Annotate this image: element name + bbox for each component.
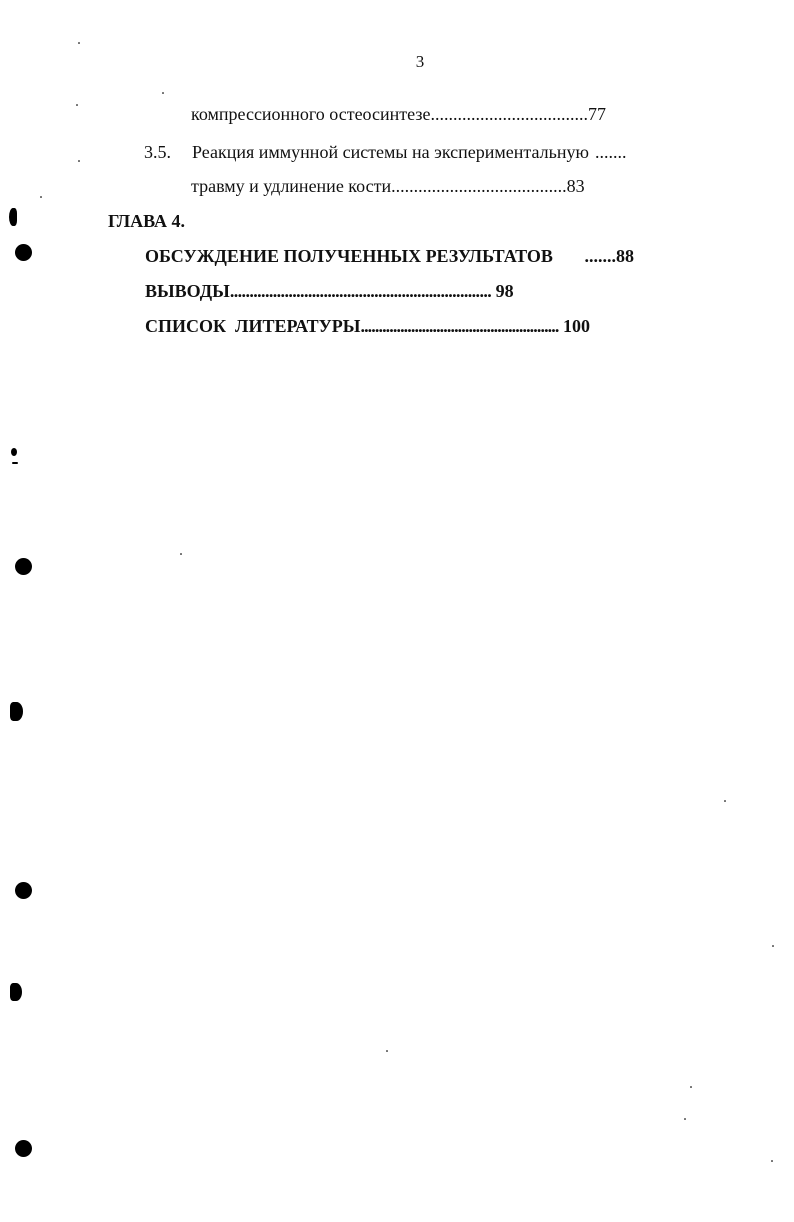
toc-entry-discussion xyxy=(145,244,634,268)
scan-speck xyxy=(162,92,164,94)
toc-dots: ................................................................... xyxy=(229,281,492,301)
toc-title: компрессионного остеосинтезе xyxy=(191,104,431,124)
toc-page: 88 xyxy=(615,246,634,266)
toc-dots: ....... xyxy=(552,246,616,266)
scan-speck xyxy=(78,160,80,162)
punch-hole-mark xyxy=(15,558,32,575)
scan-speck xyxy=(180,553,182,555)
toc-entry-3-5 xyxy=(144,140,626,164)
punch-hole-mark xyxy=(11,448,17,456)
toc-entry-continuation xyxy=(191,102,606,126)
toc-title: ГЛАВА 4. xyxy=(108,211,186,231)
toc-dots: ....... xyxy=(594,142,627,162)
scan-speck xyxy=(771,1160,773,1162)
punch-hole-mark xyxy=(10,702,23,721)
toc-title: травму и удлинение кости xyxy=(191,176,392,196)
toc-dots: ....................................................... xyxy=(360,316,559,336)
toc-chapter-heading xyxy=(108,209,185,233)
toc-page: 100 xyxy=(558,316,590,336)
punch-hole-mark xyxy=(15,1140,32,1157)
punch-hole-mark xyxy=(15,882,32,899)
punch-hole-mark xyxy=(9,208,17,226)
punch-hole-mark xyxy=(12,462,18,464)
toc-entry-continuation xyxy=(191,174,585,198)
toc-page: 98 xyxy=(491,281,514,301)
page-number: 3 xyxy=(415,52,425,71)
scan-speck xyxy=(40,196,42,198)
toc-title: ВЫВОДЫ xyxy=(145,281,230,301)
punch-hole-mark xyxy=(10,983,22,1001)
toc-page: 77 xyxy=(587,104,606,124)
scan-speck xyxy=(78,42,80,44)
toc-title: СПИСОК ЛИТЕРАТУРЫ xyxy=(145,316,361,336)
toc-page: 83 xyxy=(566,176,585,196)
punch-hole-mark xyxy=(15,244,32,261)
toc-dots: ....................................... xyxy=(391,176,567,196)
toc-title: ОБСУЖДЕНИЕ ПОЛУЧЕННЫХ РЕЗУЛЬТАТОВ xyxy=(145,246,553,266)
scan-speck xyxy=(76,104,78,106)
scan-speck xyxy=(724,800,726,802)
toc-entry-references xyxy=(145,314,590,338)
scan-speck xyxy=(772,945,774,947)
toc-dots: ................................... xyxy=(430,104,588,124)
scan-speck xyxy=(684,1118,686,1120)
toc-title: Реакция иммунной системы на экспериментальную xyxy=(192,142,589,162)
toc-entry-conclusions xyxy=(145,279,514,303)
scan-speck xyxy=(386,1050,388,1052)
toc-number: 3.5. xyxy=(144,142,171,162)
scan-speck xyxy=(690,1086,692,1088)
